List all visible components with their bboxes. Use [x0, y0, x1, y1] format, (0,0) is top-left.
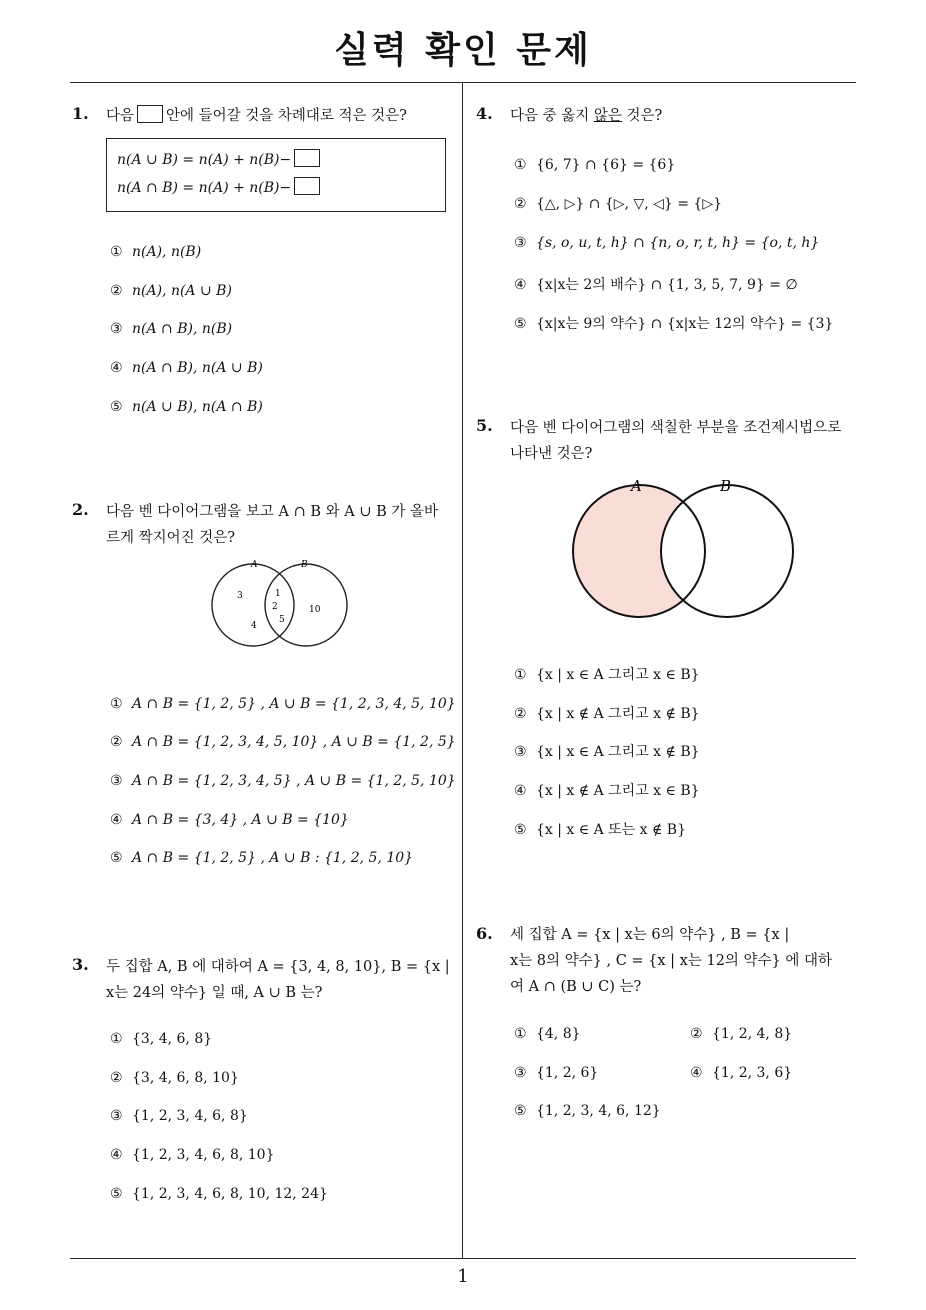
answer-option[interactable]: ② {△, ▷} ∩ {▷, ▽, ◁} = {▷}	[514, 196, 723, 212]
element-label: 10	[309, 605, 321, 615]
question-text: 르게 짝지어진 것은?	[106, 530, 236, 546]
question-number: 3.	[72, 955, 89, 974]
element-label: 1	[275, 589, 281, 599]
answer-option[interactable]: ④ {x|x는 2의 배수} ∩ {1, 3, 5, 7, 9} = ∅	[514, 277, 798, 293]
answer-option[interactable]: ② {x | x ∉ A 그리고 x ∉ B}	[514, 706, 700, 722]
answer-blank	[137, 105, 163, 123]
page-title: 실력 확인 문제	[334, 30, 592, 71]
element-label: 4	[251, 621, 257, 631]
element-label: 3	[237, 591, 243, 601]
answer-option[interactable]: ④ n(A ∩ B), n(A ∪ B)	[110, 360, 263, 376]
question-text: x는 8의 약수} , C = {x | x는 12의 약수} 에 대하	[510, 953, 833, 969]
answer-blank	[294, 149, 320, 167]
answer-option[interactable]: ⑤ A ∩ B = {1, 2, 5} , A ∪ B : {1, 2, 5, 10}	[110, 850, 414, 866]
answer-option[interactable]: ② n(A), n(A ∪ B)	[110, 283, 232, 299]
answer-option[interactable]: ① n(A), n(B)	[110, 244, 202, 260]
question-number: 1.	[72, 104, 89, 123]
formula-box	[106, 138, 446, 212]
answer-option[interactable]: ⑤ {x|x는 9의 약수} ∩ {x|x는 12의 약수} = {3}	[514, 316, 834, 332]
header-rule	[70, 82, 856, 83]
answer-option[interactable]: ③ {1, 2, 6}	[514, 1065, 599, 1081]
question-text: 다음 안에 들어갈 것을 차례대로 적은 것은?	[106, 103, 407, 129]
question-text: 다음 벤 다이어그램의 색칠한 부분을 조건제시법으로	[510, 420, 842, 436]
set-a-label: A	[251, 560, 258, 570]
answer-option[interactable]: ③ n(A ∩ B), n(B)	[110, 321, 233, 337]
question-text: 나타낸 것은?	[510, 446, 593, 462]
column-divider	[462, 82, 463, 1259]
answer-option[interactable]: ③ {1, 2, 3, 4, 6, 8}	[110, 1108, 248, 1124]
set-b-label: B	[301, 560, 308, 570]
question-number: 6.	[476, 924, 493, 943]
question-text: 여 A ∩ (B ∪ C) 는?	[510, 979, 642, 995]
answer-option[interactable]: ⑤ n(A ∪ B), n(A ∩ B)	[110, 399, 263, 415]
answer-option[interactable]: ① A ∩ B = {1, 2, 5} , A ∪ B = {1, 2, 3, 4, 5, 10}	[110, 696, 456, 712]
question-text: 두 집합 A, B 에 대하여 A = {3, 4, 8, 10}, B = {x |	[106, 959, 450, 975]
answer-option[interactable]: ④ A ∩ B = {3, 4} , A ∪ B = {10}	[110, 812, 349, 828]
question-text: 세 집합 A = {x | x는 6의 약수} , B = {x |	[510, 927, 790, 943]
footer-rule	[70, 1258, 856, 1259]
question-number: 5.	[476, 416, 493, 435]
formula-line: n(A ∪ B) = n(A) + n(B)−	[117, 149, 323, 168]
answer-option[interactable]: ① {6, 7} ∩ {6} = {6}	[514, 157, 676, 173]
answer-option[interactable]: ② {3, 4, 6, 8, 10}	[110, 1070, 239, 1086]
answer-option[interactable]: ① {3, 4, 6, 8}	[110, 1031, 213, 1047]
answer-option[interactable]: ⑤ {1, 2, 3, 4, 6, 8, 10, 12, 24}	[110, 1186, 328, 1202]
answer-option[interactable]: ④ {1, 2, 3, 6}	[690, 1065, 793, 1081]
formula-line: n(A ∩ B) = n(A) + n(B)−	[117, 177, 323, 196]
answer-option[interactable]: ③ {x | x ∈ A 그리고 x ∉ B}	[514, 744, 700, 760]
set-a-label: A	[631, 477, 642, 495]
set-a-circle	[212, 564, 294, 646]
venn-diagram	[205, 558, 355, 652]
answer-option[interactable]: ③ A ∩ B = {1, 2, 3, 4, 5} , A ∪ B = {1, 2, 5, 10}	[110, 773, 456, 789]
element-label: 5	[279, 615, 285, 625]
question-text: x는 24의 약수} 일 때, A ∪ B 는?	[106, 985, 323, 1001]
answer-option[interactable]: ⑤ {1, 2, 3, 4, 6, 12}	[514, 1103, 661, 1119]
answer-option[interactable]: ③ {s, o, u, t, h} ∩ {n, o, r, t, h} = {o, t, h}	[514, 235, 820, 251]
answer-option[interactable]: ① {x | x ∈ A 그리고 x ∈ B}	[514, 667, 700, 683]
answer-option[interactable]: ④ {x | x ∉ A 그리고 x ∈ B}	[514, 783, 700, 799]
set-b-label: B	[720, 477, 732, 495]
answer-option[interactable]: ⑤ {x | x ∈ A 또는 x ∉ B}	[514, 822, 686, 838]
element-label: 2	[272, 602, 278, 612]
answer-blank	[294, 177, 320, 195]
page-number: 1	[457, 1266, 469, 1287]
question-number: 4.	[476, 104, 493, 123]
question-number: 2.	[72, 500, 89, 519]
venn-diagram	[565, 474, 805, 624]
emphasis-underline: 않은	[593, 108, 622, 124]
question-text: 다음 벤 다이어그램을 보고 A ∩ B 와 A ∪ B 가 올바	[106, 504, 438, 520]
answer-option[interactable]: ① {4, 8}	[514, 1026, 581, 1042]
answer-option[interactable]: ② {1, 2, 4, 8}	[690, 1026, 793, 1042]
answer-option[interactable]: ② A ∩ B = {1, 2, 3, 4, 5, 10} , A ∪ B = {1, 2, 5}	[110, 734, 456, 750]
question-text: 다음 중 옳지 않은 것은?	[510, 108, 663, 124]
answer-option[interactable]: ④ {1, 2, 3, 4, 6, 8, 10}	[110, 1147, 275, 1163]
